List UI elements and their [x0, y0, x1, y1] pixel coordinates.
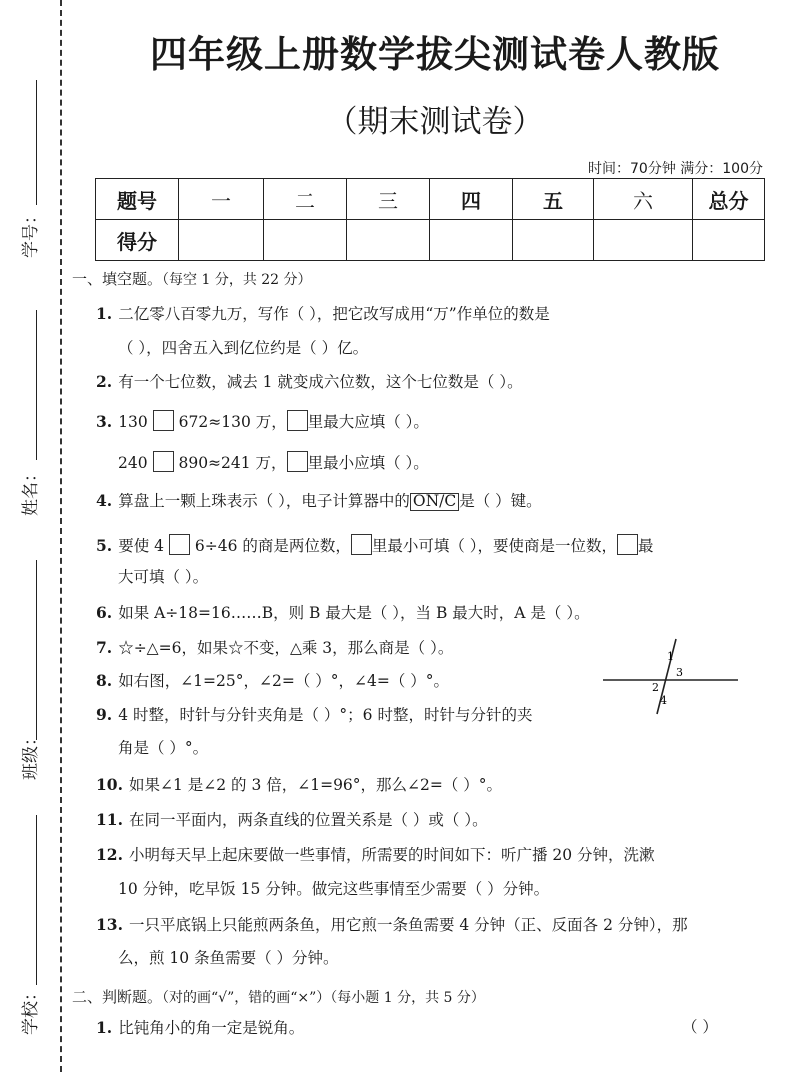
- question-text: 有一个七位数，减去 1 就变成六位数，这个七位数是（ ）。: [118, 373, 523, 391]
- question-number: 6.: [96, 603, 113, 622]
- angle-label: 2: [652, 681, 659, 694]
- question-13: [96, 917, 688, 934]
- question-number: 9.: [96, 705, 113, 724]
- score-header-cell: 二: [264, 179, 347, 220]
- judge-question-1: [96, 1020, 304, 1037]
- question-text: 890≈241 万，: [178, 454, 287, 472]
- question-text: 130: [118, 413, 148, 431]
- question-5-line-2: [118, 570, 208, 586]
- question-text: 角是（ ）°。: [118, 739, 209, 757]
- section-1-heading: [72, 268, 312, 289]
- question-number: 3.: [96, 412, 113, 431]
- score-header-cell: 六: [594, 179, 693, 220]
- question-text: 如果∠1 是∠2 的 3 倍，∠1=96°，那么∠2=（ ）°。: [128, 776, 503, 794]
- score-table: [95, 178, 765, 261]
- question-text: 在同一平面内，两条直线的位置关系是（ ）或（ ）。: [128, 811, 488, 829]
- question-text: ☆÷△=6，如果☆不变，△乘 3，那么商是（ ）。: [118, 639, 454, 657]
- question-number: 11.: [96, 810, 123, 829]
- question-number: 7.: [96, 638, 113, 657]
- section-2-heading: [72, 986, 485, 1007]
- question-number: 5.: [96, 536, 113, 555]
- cut-line: [60, 0, 62, 1072]
- answer-box[interactable]: [153, 410, 174, 431]
- question-number: 1.: [96, 304, 113, 323]
- angle-label: 1: [667, 650, 674, 663]
- question-number: 2.: [96, 372, 113, 391]
- answer-box[interactable]: [287, 410, 308, 431]
- question-text: 672≈130 万，: [178, 413, 287, 431]
- question-text: 里最大应填（ ）。: [307, 413, 429, 431]
- question-9-line-2: [118, 741, 208, 757]
- score-header-cell: 总分: [693, 179, 765, 220]
- angle-figure: [600, 636, 740, 718]
- score-table-score-row: [96, 220, 765, 261]
- student-no-label: 学号：: [21, 207, 41, 258]
- name-label: 姓名：: [21, 465, 41, 516]
- question-text: 6÷46 的商是两位数，: [194, 537, 351, 555]
- section-1-title: 一、填空题。: [72, 270, 163, 288]
- question-13-line-2: [118, 951, 339, 967]
- answer-box[interactable]: [169, 534, 190, 555]
- school-label: 学校：: [21, 984, 41, 1035]
- score-input-cell[interactable]: [430, 220, 513, 261]
- class-label: 班级：: [21, 729, 41, 780]
- angle-label: 3: [676, 666, 683, 679]
- question-text: 么，煎 10 条鱼需要（ ）分钟。: [118, 949, 339, 967]
- question-number: 12.: [96, 845, 123, 864]
- score-input-cell[interactable]: [347, 220, 430, 261]
- question-text: 要使 4: [118, 537, 164, 555]
- page-subtitle: （期末测试卷）: [326, 104, 544, 140]
- section-1-note: （每空 1 分，共 22 分）: [162, 272, 312, 288]
- score-input-cell[interactable]: [594, 220, 693, 261]
- answer-box[interactable]: [351, 534, 372, 555]
- question-text: 最: [638, 537, 654, 555]
- question-text: 一只平底锅上只能煎两条鱼，用它煎一条鱼需要 4 分钟（正、反面各 2 分钟），那: [128, 916, 688, 934]
- score-table-header-row: [96, 179, 765, 220]
- exam-meta: 时间：70分钟 满分：100分: [588, 161, 763, 177]
- question-text: 4 时整，时针与分针夹角是（ ）°；6 时整，时针与分针的夹: [118, 706, 533, 724]
- student-no-rule: [36, 80, 37, 205]
- question-1: [96, 306, 550, 323]
- question-number: 4.: [96, 491, 113, 510]
- score-input-cell[interactable]: [513, 220, 594, 261]
- score-header-cell: 五: [513, 179, 594, 220]
- score-row-label: 得分: [96, 220, 179, 261]
- question-text: 二亿零八百零九万，写作（ ），把它改写成用“万”作单位的数是: [118, 305, 550, 323]
- class-rule: [36, 560, 37, 740]
- question-number: 8.: [96, 671, 113, 690]
- question-4: [96, 493, 542, 511]
- question-text: 里最小可填（ ），要使商是一位数，: [371, 537, 618, 555]
- name-rule: [36, 310, 37, 460]
- question-10: [96, 777, 502, 794]
- question-3: [96, 410, 429, 431]
- page-title: 四年级上册数学拔尖测试卷人教版: [150, 33, 720, 76]
- score-header-cell: 题号: [96, 179, 179, 220]
- angle-label: 4: [660, 694, 667, 707]
- section-2-note: （对的画“√”，错的画“×”）（每小题 1 分，共 5 分）: [162, 990, 485, 1006]
- question-text: 240: [118, 454, 148, 472]
- question-text: 算盘上一颗上珠表示（ ），电子计算器中的: [118, 492, 410, 510]
- question-number: 13.: [96, 915, 123, 934]
- question-text: 大可填（ ）。: [118, 568, 209, 586]
- binding-margin: [0, 0, 70, 1072]
- question-text: 小明每天早上起床要做一些事情，所需要的时间如下：听广播 20 分钟，洗漱: [128, 846, 655, 864]
- question-9: [96, 707, 532, 724]
- question-2: [96, 374, 523, 391]
- score-header-cell: 四: [430, 179, 513, 220]
- answer-box[interactable]: [287, 451, 308, 472]
- question-text: 是（ ）键。: [459, 492, 542, 510]
- onc-key-label: ON/C: [410, 493, 459, 511]
- question-text: （ ），四舍五入到亿位约是（ ）亿。: [118, 339, 369, 357]
- score-header-cell: 一: [179, 179, 264, 220]
- question-12-line-2: [118, 882, 549, 898]
- question-1-line-2: [118, 341, 368, 357]
- question-text: 如右图，∠1=25°，∠2=（ ）°，∠4=（ ）°。: [118, 672, 450, 690]
- question-number: 1.: [96, 1018, 113, 1037]
- question-text: 比钝角小的角一定是锐角。: [118, 1019, 305, 1037]
- question-text: 如果 A÷18=16……B，则 B 最大是（ ），当 B 最大时，A 是（ ）。: [118, 604, 590, 622]
- score-input-cell[interactable]: [179, 220, 264, 261]
- question-8: [96, 673, 449, 690]
- score-header-cell: 三: [347, 179, 430, 220]
- answer-box[interactable]: [617, 534, 638, 555]
- question-6: [96, 605, 590, 622]
- question-5: [96, 534, 654, 555]
- score-input-cell[interactable]: [264, 220, 347, 261]
- question-3-line-2: [118, 451, 429, 472]
- question-12: [96, 847, 655, 864]
- section-2-title: 二、判断题。: [72, 988, 163, 1006]
- question-11: [96, 812, 488, 829]
- school-rule: [36, 815, 37, 985]
- answer-box[interactable]: [153, 451, 174, 472]
- judge-answer-slot[interactable]: （ ）: [682, 1018, 718, 1036]
- question-7: [96, 640, 453, 657]
- question-text: 里最小应填（ ）。: [307, 454, 429, 472]
- score-input-cell[interactable]: [693, 220, 765, 261]
- question-number: 10.: [96, 775, 123, 794]
- question-text: 10 分钟，吃早饭 15 分钟。做完这些事情至少需要（ ）分钟。: [118, 880, 550, 898]
